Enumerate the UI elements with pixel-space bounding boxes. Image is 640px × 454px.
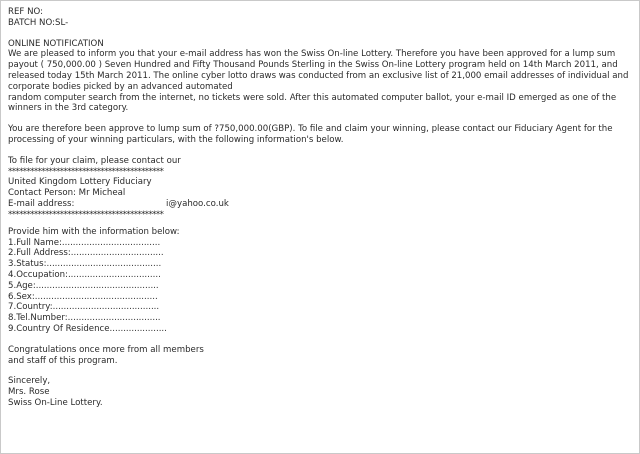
email-address-row	[8, 199, 632, 210]
contact-intro: To file for your claim, please contact our	[8, 155, 181, 166]
contact-person: Contact Person: Mr Micheal	[8, 188, 126, 199]
form-field-sex: 6.Sex:.............................................	[8, 291, 158, 302]
form-field-country: 7.Country:.......................................	[8, 302, 160, 313]
form-field-age: 5.Age:.............................................	[8, 280, 159, 291]
email-body	[8, 7, 632, 409]
email-address-label: E-mail address:	[8, 198, 75, 209]
form-field-full-address: 2.Full Address:..................................	[8, 248, 164, 259]
notification-paragraph-1: We are pleased to inform you that your e-mail address has won the Swiss On-line Lottery. Therefore you have been approved for a lump sum payout ( 750,000.00 ) Seven Hundred and Fifty Thousand Pounds Sterling in the Swiss On-line Lottery program held on 14th March 2011, and released today 15th March 2011. The online cyber lotto draws was conducted from an exclusive list of 21,000 email addresses of individual and corporate bodies picked by an advanced automated	[8, 49, 629, 92]
form-intro: Provide him with the information below:	[8, 226, 180, 237]
notification-paragraph-1b: random computer search from the internet, no tickets were sold. After this automated computer ballot, your e-mail ID emerged as one of the winners in the 3rd category.	[8, 92, 617, 114]
form-field-occupation: 4.Occupation:..................................	[8, 269, 161, 280]
notification-paragraph-2: You are therefore been approve to lump sum of ?750,000.00(GBP). To file and claim your winning, please contact our Fiduciary Agent for the processing of your winning particulars, with the following information's below.	[8, 124, 613, 145]
separator-top: ******************************************	[8, 166, 164, 177]
ref-no: REF NO:	[8, 7, 44, 17]
form-field-tel-number: 8.Tel.Number:..................................	[8, 313, 161, 324]
separator-bottom: ******************************************	[8, 209, 164, 220]
batch-no: BATCH NO:SL-	[8, 17, 69, 28]
agent-organization: United Kingdom Lottery Fiduciary	[8, 177, 152, 188]
signature-name: Mrs. Rose	[8, 387, 50, 398]
form-field-full-name: 1.Full Name:....................................	[8, 237, 161, 248]
form-field-country-of-residence: 9.Country Of Residence.....................	[8, 323, 167, 334]
closing-line-2: and staff of this program.	[8, 355, 118, 366]
notification-title: ONLINE NOTIFICATION	[8, 38, 104, 49]
signature-organization: Swiss On-Line Lottery.	[8, 397, 103, 408]
signature-sincerely: Sincerely,	[8, 376, 51, 387]
closing-line-1: Congratulations once more from all members	[8, 344, 204, 355]
form-field-status: 3.Status:..........................................	[8, 259, 162, 270]
email-address-value: i@yahoo.co.uk	[166, 198, 229, 209]
